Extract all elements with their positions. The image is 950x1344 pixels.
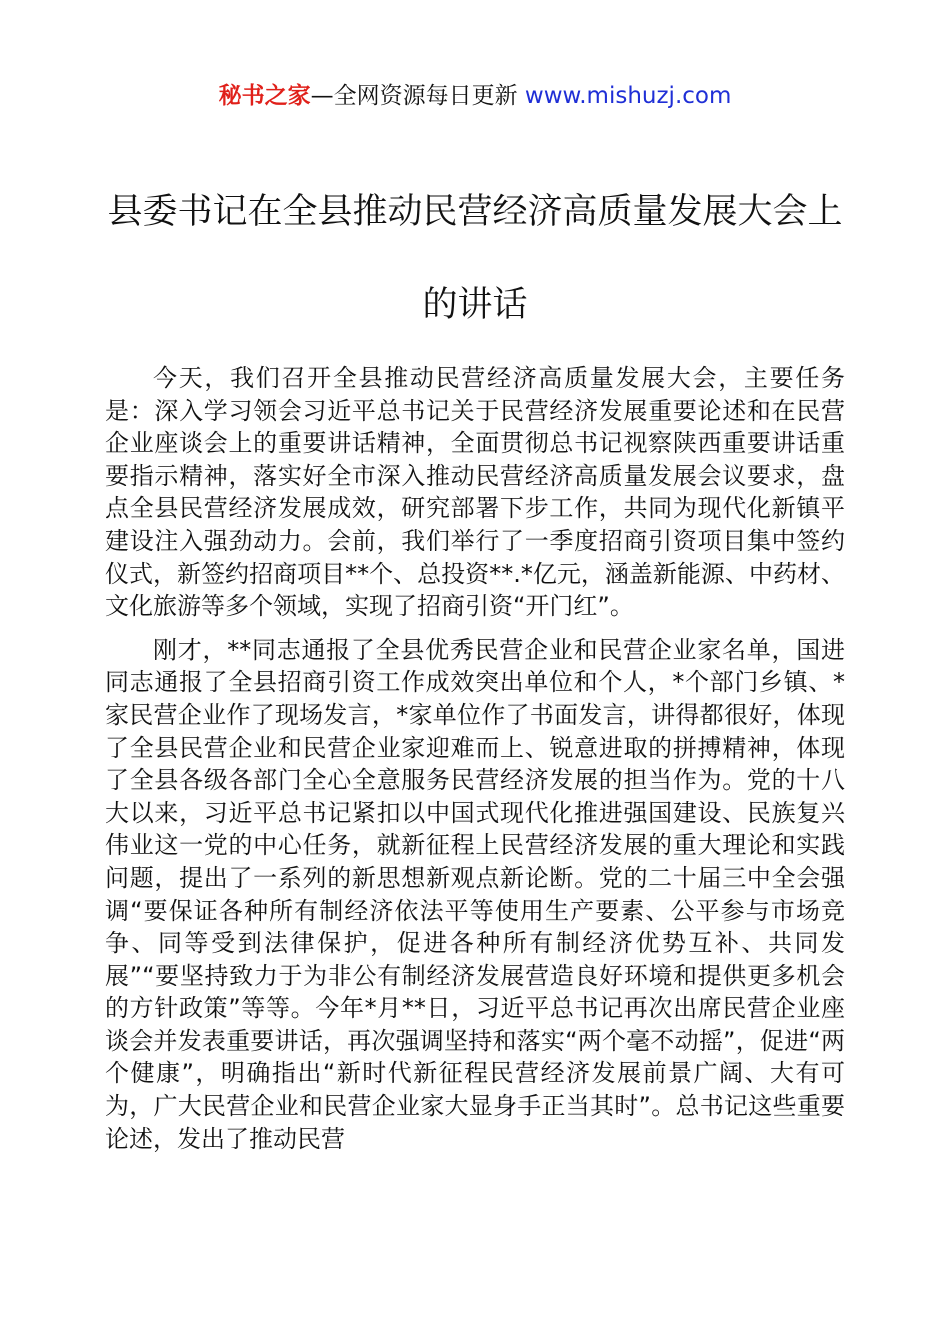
paragraph-2: 刚才，**同志通报了全县优秀民营企业和民营企业家名单，国进同志通报了全县招商引资工作成效突出单位和个人，*个部门乡镇、*家民营企业作了现场发言，*家单位作了书面发言，讲得都很好，体现了全县民营企业和民营企业家迎难而上、锐意进取的拼搏精神，体现了全县各级各部门全心全意服务民营经济发展的担当作为。党的十八大以来，习近平总书记紧扣以中国式现代化推进强国建设、民族复兴伟业这一党的中心任务，就新征程上民营经济发展的重大理论和实践问题，提出了一系列的新思想新观点新论断。党的二十届三中全会强调“要保证各种所有制经济依法平等使用生产要素、公平参与市场竞争、同等受到法律保护，促进各种所有制经济优势互补、共同发展”“要坚持致力于为非公有制经济发展营造良好环境和提供更多机会的方针政策”等等。今年*月**日，习近平总书记再次出席民营企业座谈会并发表重要讲话，再次强调坚持和落实“两个毫不动摇”，促进“两个健康”，明确指出“新时代新征程民营经济发展前景广阔、大有可为，广大民营企业和民营企业家大显身手正当其时”。总书记这些重要论述，发出了推动民营 [105,635,845,1153]
document-title-line-2: 的讲话 [422,285,528,325]
header-tagline: —全网资源每日更新 [310,83,525,109]
document-title-line-1: 县委书记在全县推动民营经济高质量发展大会上 [107,192,843,232]
brand-name: 秘书之家 [218,83,311,109]
site-url-link[interactable]: www.mishuzj.com [524,83,732,109]
document-body [105,362,845,1166]
paragraph-1: 今天，我们召开全县推动民营经济高质量发展大会，主要任务是：深入学习领会习近平总书记关于民营经济发展重要论述和在民营企业座谈会上的重要讲话精神，全面贯彻总书记视察陕西重要讲话重要指示精神，落实好全市深入推动民营经济高质量发展会议要求，盘点全县民营经济发展成效，研究部署下步工作，共同为现代化新镇平建设注入强劲动力。会前，我们举行了一季度招商引资项目集中签约仪式，新签约招商项目**个、总投资**.*亿元，涵盖新能源、中药材、文化旅游等多个领域，实现了招商引资“开门红”。 [105,364,845,621]
site-header [0,80,950,112]
